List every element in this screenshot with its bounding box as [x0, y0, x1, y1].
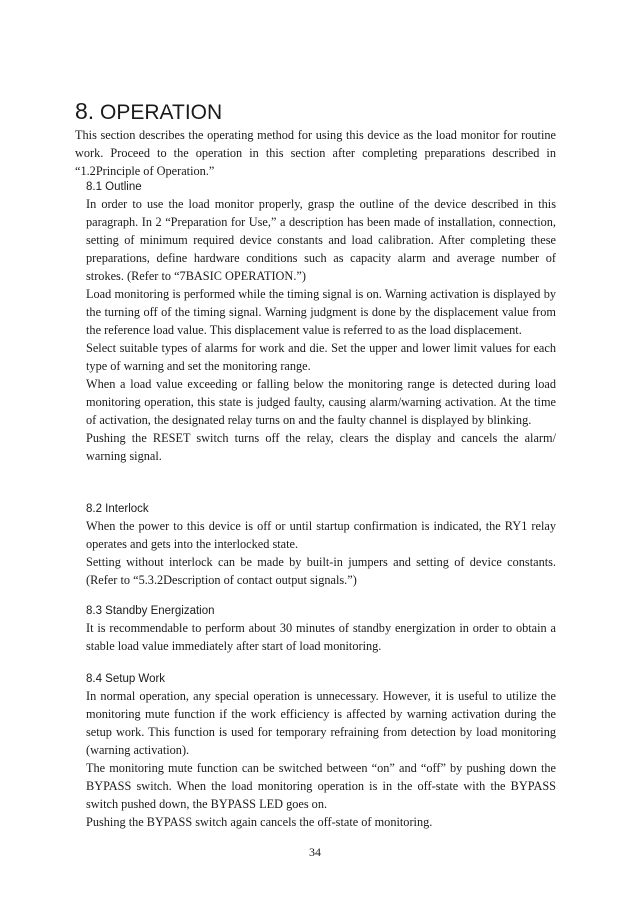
- paragraph: Setting without interlock can be made by built-in jumpers and setting of device constants. (Refer to “5.3.2Description of contact output signals.”): [86, 555, 556, 587]
- paragraph: Pushing the BYPASS switch again cancels the off-state of monitoring.: [86, 815, 433, 829]
- paragraph: In order to use the load monitor properly, grasp the outline of the device described in this paragraph. In 2 “Preparation for Use,” a description has been made of installation, connection, setting of minimum required device constants and load calibration. After completing these preparations, define hardware conditions such as capacity alarm and average number of strokes. (Refer to “7BASIC OPERATION.”): [86, 197, 556, 283]
- paragraph: Pushing the RESET switch turns off the relay, clears the display and cancels the alarm/ warning signal.: [86, 431, 556, 463]
- intro-paragraph: [75, 126, 556, 180]
- section-body-setup: [86, 687, 556, 831]
- section-heading-setup: 8.4 Setup Work: [86, 673, 166, 685]
- paragraph: It is recommendable to perform about 30 minutes of standby energization in order to obtain a stable load value immediately after start of load monitoring.: [86, 621, 556, 653]
- section-body-interlock: [86, 517, 556, 589]
- paragraph: When the power to this device is off or until startup confirmation is indicated, the RY1 relay operates and gets into the interlocked state.: [86, 519, 556, 551]
- paragraph: When a load value exceeding or falling below the monitoring range is detected during load monitoring operation, this state is judged faulty, causing alarm/warning activation. At the time of activation, the designated relay turns on and the faulty channel is displayed by blinking.: [86, 377, 556, 427]
- paragraph: The monitoring mute function can be switched between “on” and “off” by pushing down the BYPASS switch. When the load monitoring operation is in the off-state with the BYPASS switch pushed down, the BYPASS LED goes on.: [86, 761, 556, 811]
- page-number: 34: [309, 845, 321, 859]
- section-heading-outline: 8.1 Outline: [86, 181, 142, 193]
- paragraph: Load monitoring is performed while the timing signal is on. Warning activation is displayed by the turning off of the timing signal. Warning judgment is done by the displacement value from the reference load value. This displacement value is referred to as the load displacement.: [86, 287, 556, 337]
- section-heading-standby: 8.3 Standby Energization: [86, 605, 215, 617]
- paragraph: In normal operation, any special operation is unnecessary. However, it is useful to utilize the monitoring mute function if the work efficiency is affected by warning activation during the setup work. This function is used for temporary refraining from detection by load monitoring (warning activation).: [86, 689, 556, 757]
- section-body-outline: [86, 195, 556, 465]
- section-body-standby: [86, 619, 556, 655]
- intro-text: This section describes the operating method for using this device as the load monitor for routine work. Proceed to the operation in this section after completing preparations described in “1.2Principle of Operation.”: [75, 128, 556, 178]
- paragraph: Select suitable types of alarms for work and die. Set the upper and lower limit values for each type of warning and set the monitoring range.: [86, 341, 556, 373]
- chapter-number: 8.: [75, 98, 95, 124]
- section-heading-interlock: 8.2 Interlock: [86, 503, 149, 515]
- chapter-heading: [75, 98, 222, 126]
- chapter-title: OPERATION: [100, 101, 223, 124]
